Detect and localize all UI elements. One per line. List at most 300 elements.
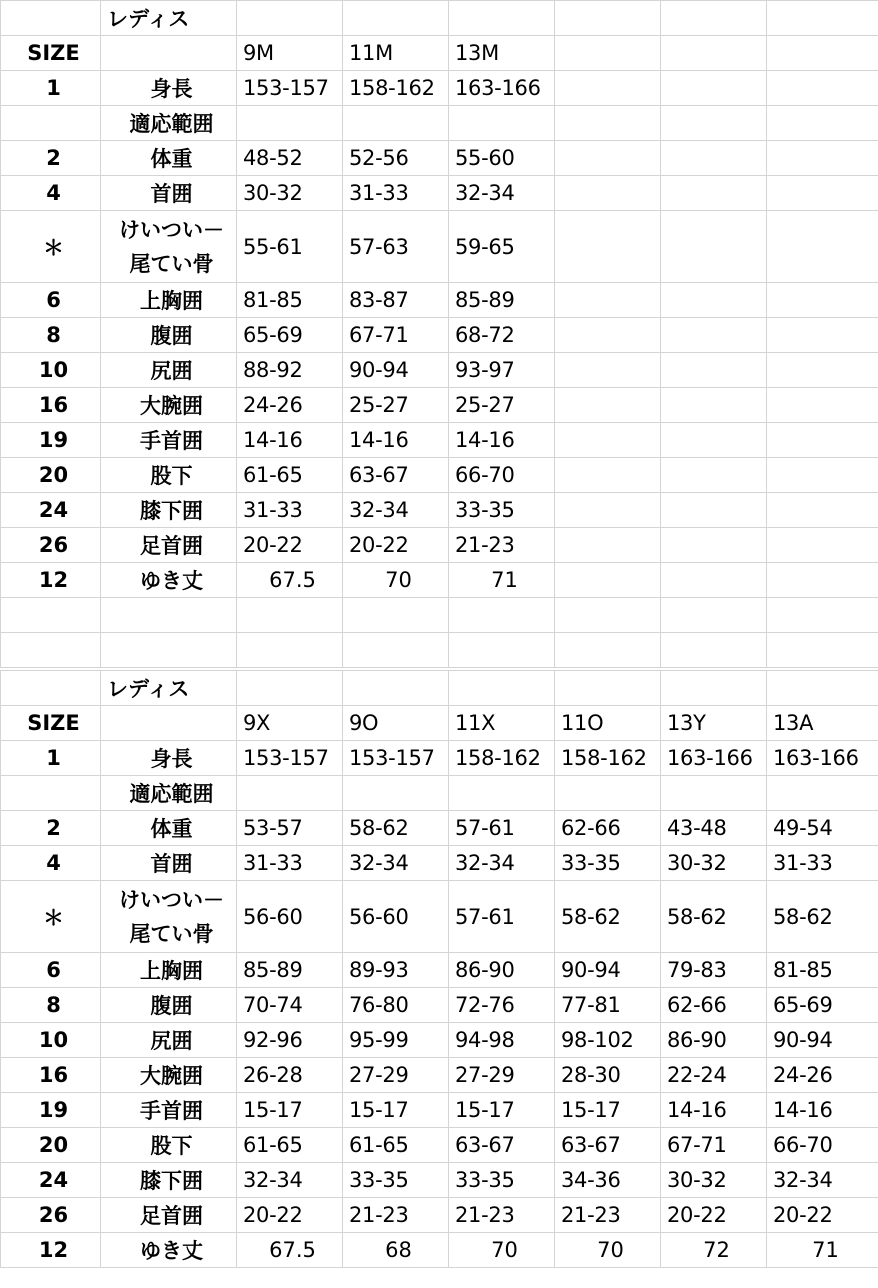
row-label[interactable]: 尻囲 [101, 1023, 237, 1058]
row-number[interactable]: 2 [1, 141, 101, 176]
blank-cell[interactable] [449, 598, 555, 633]
blank-cell[interactable] [555, 528, 661, 563]
value-cell[interactable]: 33-35 [343, 1163, 449, 1198]
value-cell[interactable]: 66-70 [767, 1128, 878, 1163]
value-cell[interactable]: 34-36 [555, 1163, 661, 1198]
blank-cell[interactable] [661, 283, 767, 318]
row-number[interactable]: ＊ [1, 881, 101, 953]
value-cell[interactable]: 71 [449, 563, 555, 598]
value-cell[interactable]: 55-60 [449, 141, 555, 176]
row-label[interactable]: ゆき丈 [101, 1233, 237, 1268]
value-cell[interactable]: 158-162 [555, 741, 661, 776]
table-row [1, 1198, 878, 1233]
value-cell[interactable] [449, 776, 555, 811]
value-cell[interactable] [449, 106, 555, 141]
value-cell[interactable]: 49-54 [767, 811, 878, 846]
size-header-1[interactable]: 9O [343, 706, 449, 741]
value-cell[interactable]: 153-157 [237, 741, 343, 776]
value-cell[interactable]: 158-162 [449, 741, 555, 776]
row-label-line1: けいつい－ [119, 887, 224, 912]
row-label[interactable]: 尻囲 [101, 353, 237, 388]
row-label[interactable]: 腹囲 [101, 318, 237, 353]
blank-cell[interactable] [767, 283, 878, 318]
size-label[interactable]: SIZE [1, 36, 101, 71]
value-cell[interactable]: 32-34 [343, 846, 449, 881]
value-cell[interactable] [237, 106, 343, 141]
value-cell[interactable]: 30-32 [237, 176, 343, 211]
size-header-2[interactable]: 11X [449, 706, 555, 741]
blank-cell[interactable] [661, 633, 767, 668]
blank-cell[interactable] [449, 633, 555, 668]
value-cell[interactable]: 21-23 [343, 1198, 449, 1233]
value-cell[interactable]: 32-34 [449, 176, 555, 211]
blank-cell[interactable] [661, 528, 767, 563]
blank-cell[interactable] [449, 1, 555, 36]
value-cell[interactable]: 25-27 [343, 388, 449, 423]
value-cell[interactable]: 72-76 [449, 988, 555, 1023]
value-cell[interactable]: 67-71 [343, 318, 449, 353]
row-number[interactable]: 19 [1, 1093, 101, 1128]
value-cell[interactable]: 153-157 [237, 71, 343, 106]
row-label[interactable] [101, 881, 237, 953]
value-cell[interactable]: 158-162 [343, 71, 449, 106]
size-header-row [1, 36, 878, 71]
row-label-line2: 尾てい骨 [129, 251, 214, 276]
value-cell[interactable]: 66-70 [449, 458, 555, 493]
value-cell[interactable]: 61-65 [343, 1128, 449, 1163]
table-row [1, 423, 878, 458]
blank-cell[interactable] [661, 563, 767, 598]
value-cell[interactable]: 58-62 [661, 881, 767, 953]
blank-cell[interactable] [343, 598, 449, 633]
value-cell[interactable]: 20-22 [661, 1198, 767, 1233]
value-cell[interactable]: 21-23 [555, 1198, 661, 1233]
value-cell[interactable]: 32-34 [767, 1163, 878, 1198]
value-cell[interactable]: 32-34 [237, 1163, 343, 1198]
value-cell[interactable] [343, 776, 449, 811]
size-header-0[interactable]: 9M [237, 36, 343, 71]
value-cell[interactable]: 15-17 [237, 1093, 343, 1128]
value-cell[interactable]: 57-61 [449, 811, 555, 846]
value-cell[interactable]: 27-29 [449, 1058, 555, 1093]
table-row [1, 741, 878, 776]
blank-cell[interactable] [661, 423, 767, 458]
value-cell[interactable]: 70 [555, 1233, 661, 1268]
size-header-row [1, 706, 878, 741]
value-cell[interactable]: 32-34 [343, 493, 449, 528]
row-number[interactable] [1, 106, 101, 141]
blank-cell[interactable] [555, 318, 661, 353]
empty-row [1, 633, 878, 668]
row-number[interactable]: 6 [1, 283, 101, 318]
blank-cell[interactable] [237, 1, 343, 36]
row-number[interactable]: 8 [1, 318, 101, 353]
blank-cell[interactable] [767, 388, 878, 423]
row-label[interactable]: 膝下囲 [101, 493, 237, 528]
table-title[interactable]: レディス [101, 671, 237, 706]
table-row [1, 458, 878, 493]
value-cell[interactable]: 52-56 [343, 141, 449, 176]
row-number[interactable]: 12 [1, 563, 101, 598]
value-cell[interactable]: 89-93 [343, 953, 449, 988]
value-cell[interactable]: 14-16 [449, 423, 555, 458]
blank-cell[interactable] [767, 211, 878, 283]
value-cell[interactable]: 90-94 [343, 353, 449, 388]
blank-cell[interactable] [661, 176, 767, 211]
blank-cell[interactable] [767, 633, 878, 668]
value-cell[interactable]: 22-24 [661, 1058, 767, 1093]
row-number[interactable]: 20 [1, 1128, 101, 1163]
value-cell[interactable]: 61-65 [237, 1128, 343, 1163]
blank-cell[interactable] [767, 423, 878, 458]
table-row [1, 318, 878, 353]
blank-cell[interactable] [237, 633, 343, 668]
value-cell[interactable]: 55-61 [237, 211, 343, 283]
blank-cell[interactable] [555, 671, 661, 706]
value-cell[interactable]: 85-89 [237, 953, 343, 988]
blank-cell[interactable] [661, 71, 767, 106]
value-cell[interactable] [555, 776, 661, 811]
value-cell[interactable]: 79-83 [661, 953, 767, 988]
blank-cell[interactable] [101, 36, 237, 71]
blank-cell[interactable] [661, 141, 767, 176]
blank-cell[interactable] [343, 671, 449, 706]
value-cell[interactable]: 70-74 [237, 988, 343, 1023]
value-cell[interactable]: 33-35 [449, 493, 555, 528]
table-row [1, 176, 878, 211]
blank-cell[interactable] [661, 598, 767, 633]
value-cell[interactable]: 92-96 [237, 1023, 343, 1058]
value-cell[interactable]: 68 [343, 1233, 449, 1268]
row-label[interactable]: 手首囲 [101, 1093, 237, 1128]
size-header-2[interactable]: 13M [449, 36, 555, 71]
value-cell[interactable]: 20-22 [237, 528, 343, 563]
row-number[interactable]: 12 [1, 1233, 101, 1268]
value-cell[interactable]: 27-29 [343, 1058, 449, 1093]
row-number[interactable]: 20 [1, 458, 101, 493]
value-cell[interactable]: 72 [661, 1233, 767, 1268]
blank-cell[interactable] [101, 706, 237, 741]
value-cell[interactable]: 31-33 [237, 493, 343, 528]
value-cell[interactable]: 67-71 [661, 1128, 767, 1163]
value-cell[interactable] [237, 776, 343, 811]
value-cell[interactable]: 56-60 [237, 881, 343, 953]
blank-cell[interactable] [767, 71, 878, 106]
value-cell[interactable]: 63-67 [555, 1128, 661, 1163]
value-cell[interactable]: 77-81 [555, 988, 661, 1023]
blank-cell[interactable] [237, 598, 343, 633]
blank-cell[interactable] [555, 353, 661, 388]
blank-cell[interactable] [555, 493, 661, 528]
value-cell[interactable]: 20-22 [237, 1198, 343, 1233]
row-number[interactable]: 4 [1, 846, 101, 881]
row-number[interactable]: 10 [1, 353, 101, 388]
value-cell[interactable]: 67.5 [237, 1233, 343, 1268]
size-header-5[interactable]: 13A [767, 706, 878, 741]
row-label[interactable]: 膝下囲 [101, 1163, 237, 1198]
table-row [1, 493, 878, 528]
value-cell[interactable]: 57-63 [343, 211, 449, 283]
value-cell[interactable]: 28-30 [555, 1058, 661, 1093]
blank-cell[interactable] [555, 423, 661, 458]
value-cell[interactable]: 76-80 [343, 988, 449, 1023]
value-cell[interactable]: 61-65 [237, 458, 343, 493]
value-cell[interactable]: 163-166 [661, 741, 767, 776]
value-cell[interactable]: 14-16 [237, 423, 343, 458]
blank-cell[interactable] [767, 36, 878, 71]
value-cell[interactable]: 98-102 [555, 1023, 661, 1058]
blank-cell[interactable] [661, 318, 767, 353]
row-label[interactable]: 上胸囲 [101, 283, 237, 318]
value-cell[interactable]: 33-35 [555, 846, 661, 881]
size-header-4[interactable]: 13Y [661, 706, 767, 741]
row-label[interactable]: 大腕囲 [101, 388, 237, 423]
blank-cell[interactable] [555, 211, 661, 283]
value-cell[interactable]: 62-66 [555, 811, 661, 846]
blank-cell[interactable] [661, 106, 767, 141]
value-cell[interactable]: 88-92 [237, 353, 343, 388]
value-cell[interactable]: 43-48 [661, 811, 767, 846]
value-cell[interactable]: 26-28 [237, 1058, 343, 1093]
row-label[interactable]: 首囲 [101, 176, 237, 211]
value-cell[interactable]: 53-57 [237, 811, 343, 846]
value-cell[interactable]: 15-17 [555, 1093, 661, 1128]
value-cell[interactable]: 93-97 [449, 353, 555, 388]
value-cell[interactable]: 20-22 [767, 1198, 878, 1233]
row-number[interactable] [1, 776, 101, 811]
row-label[interactable]: 適応範囲 [101, 776, 237, 811]
value-cell[interactable]: 15-17 [343, 1093, 449, 1128]
size-header-3[interactable]: 11O [555, 706, 661, 741]
table-row [1, 71, 878, 106]
value-cell[interactable]: 31-33 [343, 176, 449, 211]
row-number[interactable]: ＊ [1, 211, 101, 283]
table-row [1, 881, 878, 953]
blank-cell[interactable] [661, 388, 767, 423]
value-cell[interactable]: 94-98 [449, 1023, 555, 1058]
value-cell[interactable]: 63-67 [449, 1128, 555, 1163]
blank-cell[interactable] [555, 633, 661, 668]
size-header-0[interactable]: 9X [237, 706, 343, 741]
value-cell[interactable]: 163-166 [767, 741, 878, 776]
row-number[interactable]: 24 [1, 493, 101, 528]
blank-cell[interactable] [1, 1, 101, 36]
row-number[interactable]: 26 [1, 1198, 101, 1233]
row-label[interactable]: 股下 [101, 1128, 237, 1163]
value-cell[interactable]: 24-26 [767, 1058, 878, 1093]
blank-cell[interactable] [661, 36, 767, 71]
value-cell[interactable]: 58-62 [343, 811, 449, 846]
blank-cell[interactable] [767, 176, 878, 211]
value-cell[interactable]: 70 [449, 1233, 555, 1268]
value-cell[interactable]: 14-16 [661, 1093, 767, 1128]
value-cell[interactable]: 67.5 [237, 563, 343, 598]
row-label[interactable]: 適応範囲 [101, 106, 237, 141]
value-cell[interactable]: 31-33 [237, 846, 343, 881]
row-label-line2: 尾てい骨 [129, 921, 214, 946]
row-label[interactable]: 身長 [101, 741, 237, 776]
row-label[interactable]: 手首囲 [101, 423, 237, 458]
blank-cell[interactable] [767, 1, 878, 36]
value-cell[interactable]: 31-33 [767, 846, 878, 881]
value-cell[interactable]: 30-32 [661, 1163, 767, 1198]
row-number[interactable]: 8 [1, 988, 101, 1023]
blank-cell[interactable] [555, 598, 661, 633]
value-cell[interactable]: 71 [767, 1233, 878, 1268]
blank-cell[interactable] [767, 318, 878, 353]
size-header-1[interactable]: 11M [343, 36, 449, 71]
value-cell[interactable]: 21-23 [449, 528, 555, 563]
value-cell[interactable]: 32-34 [449, 846, 555, 881]
value-cell[interactable]: 68-72 [449, 318, 555, 353]
row-label[interactable]: 足首囲 [101, 1198, 237, 1233]
value-cell[interactable]: 20-22 [343, 528, 449, 563]
blank-cell[interactable] [661, 211, 767, 283]
blank-cell[interactable] [555, 106, 661, 141]
value-cell[interactable]: 48-52 [237, 141, 343, 176]
value-cell[interactable]: 65-69 [237, 318, 343, 353]
row-number[interactable]: 19 [1, 423, 101, 458]
blank-cell[interactable] [449, 671, 555, 706]
value-cell[interactable]: 58-62 [767, 881, 878, 953]
table-row [1, 953, 878, 988]
row-label[interactable]: 足首囲 [101, 528, 237, 563]
row-number[interactable]: 2 [1, 811, 101, 846]
table-row [1, 988, 878, 1023]
blank-cell[interactable] [101, 598, 237, 633]
value-cell[interactable]: 30-32 [661, 846, 767, 881]
value-cell[interactable]: 85-89 [449, 283, 555, 318]
row-label[interactable]: 体重 [101, 141, 237, 176]
row-label[interactable]: ゆき丈 [101, 563, 237, 598]
blank-cell[interactable] [661, 493, 767, 528]
blank-cell[interactable] [555, 141, 661, 176]
title-row [1, 671, 878, 706]
table-row [1, 846, 878, 881]
row-label-line1: けいつい－ [119, 217, 224, 242]
row-number[interactable]: 24 [1, 1163, 101, 1198]
table-row [1, 1233, 878, 1268]
row-number[interactable]: 10 [1, 1023, 101, 1058]
row-number[interactable]: 16 [1, 388, 101, 423]
row-number[interactable]: 1 [1, 741, 101, 776]
blank-cell[interactable] [767, 458, 878, 493]
table-row [1, 283, 878, 318]
table-row [1, 106, 878, 141]
row-label[interactable]: 股下 [101, 458, 237, 493]
blank-cell[interactable] [555, 71, 661, 106]
blank-cell[interactable] [237, 671, 343, 706]
value-cell[interactable]: 70 [343, 563, 449, 598]
blank-cell[interactable] [661, 671, 767, 706]
row-label[interactable]: 上胸囲 [101, 953, 237, 988]
blank-cell[interactable] [1, 633, 101, 668]
value-cell[interactable]: 163-166 [449, 71, 555, 106]
blank-cell[interactable] [767, 671, 878, 706]
table-row [1, 388, 878, 423]
row-number[interactable]: 4 [1, 176, 101, 211]
blank-cell[interactable] [767, 106, 878, 141]
value-cell[interactable]: 86-90 [449, 953, 555, 988]
value-cell[interactable] [343, 106, 449, 141]
blank-cell[interactable] [343, 633, 449, 668]
value-cell[interactable]: 14-16 [767, 1093, 878, 1128]
table-row [1, 563, 878, 598]
blank-cell[interactable] [101, 633, 237, 668]
blank-cell[interactable] [555, 458, 661, 493]
blank-cell[interactable] [767, 598, 878, 633]
value-cell[interactable]: 83-87 [343, 283, 449, 318]
blank-cell[interactable] [767, 493, 878, 528]
row-number[interactable]: 1 [1, 71, 101, 106]
row-label[interactable]: 身長 [101, 71, 237, 106]
value-cell[interactable]: 56-60 [343, 881, 449, 953]
value-cell[interactable]: 95-99 [343, 1023, 449, 1058]
size-label[interactable]: SIZE [1, 706, 101, 741]
blank-cell[interactable] [555, 176, 661, 211]
row-label[interactable]: 腹囲 [101, 988, 237, 1023]
blank-cell[interactable] [343, 1, 449, 36]
blank-cell[interactable] [1, 598, 101, 633]
blank-cell[interactable] [661, 353, 767, 388]
value-cell[interactable]: 81-85 [237, 283, 343, 318]
blank-cell[interactable] [767, 528, 878, 563]
value-cell[interactable]: 90-94 [555, 953, 661, 988]
row-number[interactable]: 16 [1, 1058, 101, 1093]
value-cell[interactable]: 25-27 [449, 388, 555, 423]
blank-cell[interactable] [661, 458, 767, 493]
value-cell[interactable]: 24-26 [237, 388, 343, 423]
value-cell[interactable]: 65-69 [767, 988, 878, 1023]
value-cell[interactable]: 33-35 [449, 1163, 555, 1198]
row-label[interactable]: 大腕囲 [101, 1058, 237, 1093]
blank-cell[interactable] [767, 141, 878, 176]
blank-cell[interactable] [767, 353, 878, 388]
blank-cell[interactable] [555, 36, 661, 71]
blank-cell[interactable] [555, 563, 661, 598]
table-title[interactable]: レディス [101, 1, 237, 36]
value-cell[interactable] [661, 776, 767, 811]
empty-row [1, 598, 878, 633]
value-cell[interactable]: 81-85 [767, 953, 878, 988]
value-cell[interactable]: 59-65 [449, 211, 555, 283]
value-cell[interactable]: 21-23 [449, 1198, 555, 1233]
value-cell[interactable] [767, 776, 878, 811]
row-number[interactable]: 26 [1, 528, 101, 563]
value-cell[interactable]: 58-62 [555, 881, 661, 953]
value-cell[interactable]: 90-94 [767, 1023, 878, 1058]
value-cell[interactable]: 15-17 [449, 1093, 555, 1128]
table-row [1, 776, 878, 811]
value-cell[interactable]: 57-61 [449, 881, 555, 953]
blank-cell[interactable] [555, 1, 661, 36]
row-label[interactable] [101, 211, 237, 283]
blank-cell[interactable] [555, 388, 661, 423]
blank-cell[interactable] [1, 671, 101, 706]
blank-cell[interactable] [661, 1, 767, 36]
blank-cell[interactable] [555, 283, 661, 318]
row-label[interactable]: 首囲 [101, 846, 237, 881]
value-cell[interactable]: 14-16 [343, 423, 449, 458]
value-cell[interactable]: 86-90 [661, 1023, 767, 1058]
value-cell[interactable]: 62-66 [661, 988, 767, 1023]
size-table-ladies-2 [0, 670, 878, 1268]
value-cell[interactable]: 153-157 [343, 741, 449, 776]
row-label[interactable]: 体重 [101, 811, 237, 846]
value-cell[interactable]: 63-67 [343, 458, 449, 493]
row-number[interactable]: 6 [1, 953, 101, 988]
blank-cell[interactable] [767, 563, 878, 598]
